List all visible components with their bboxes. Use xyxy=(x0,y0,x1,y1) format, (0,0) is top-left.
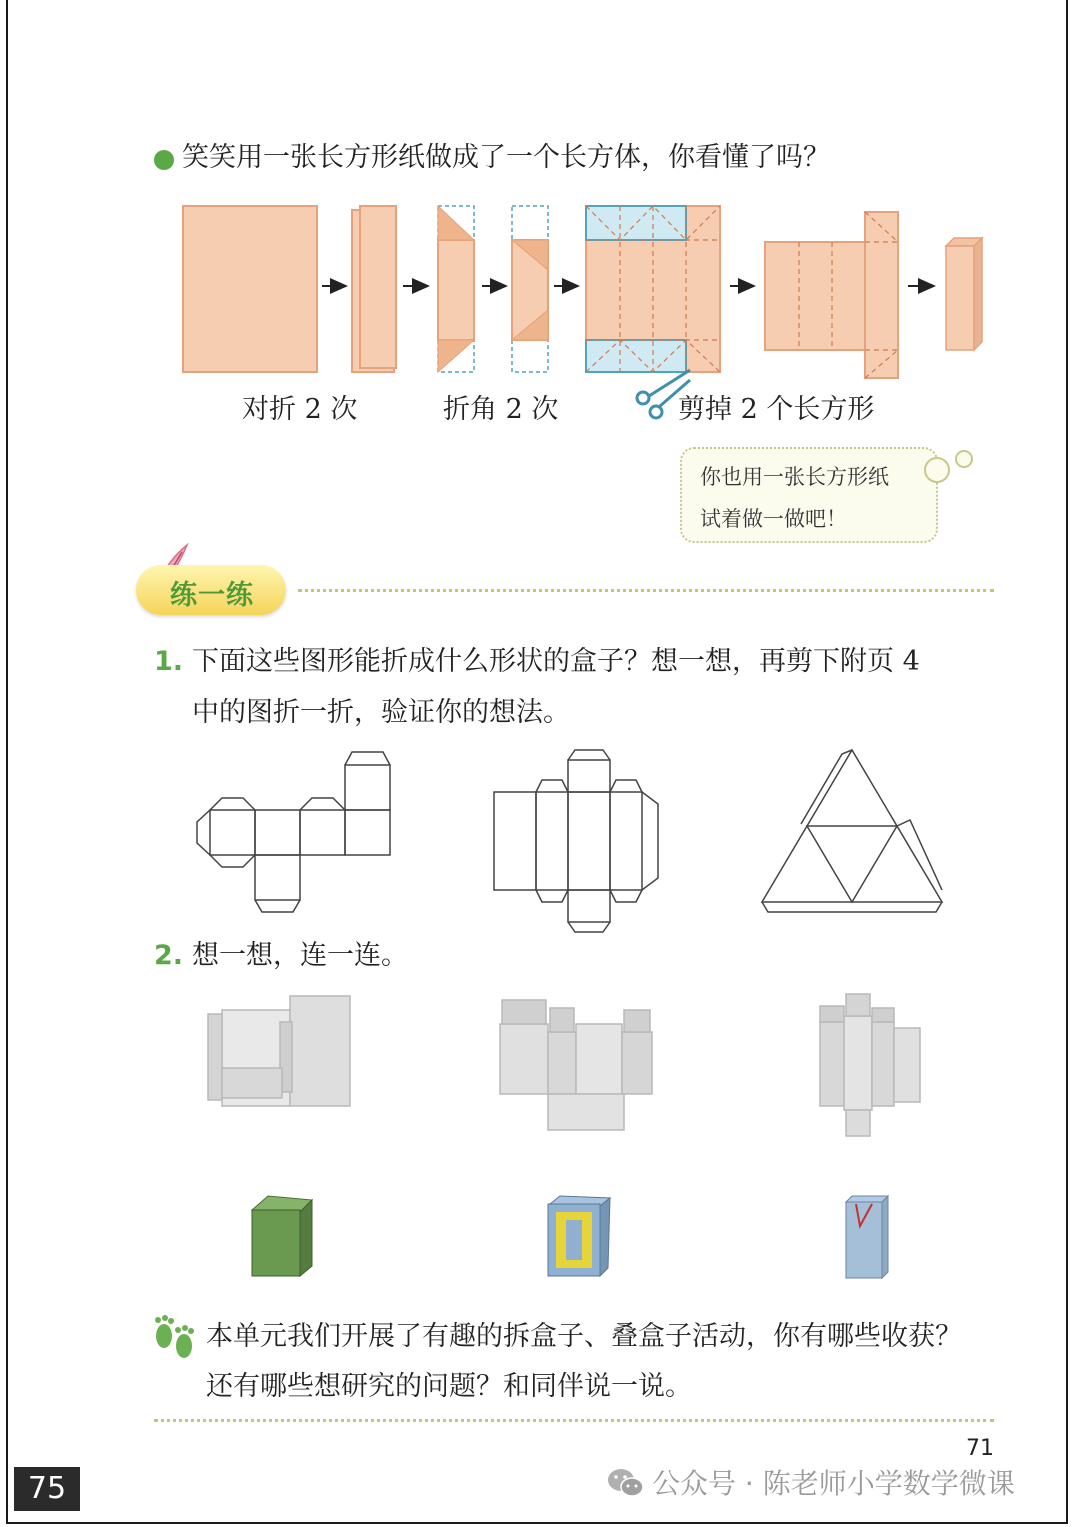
folding-diagram xyxy=(0,0,1080,400)
green-box xyxy=(252,1196,312,1276)
q2-closed-boxes xyxy=(0,1190,1080,1290)
q2-text: 想一想，连一连。 xyxy=(192,940,408,971)
sheet-full xyxy=(183,206,317,372)
bubble-line-2: 试着做一做吧！ xyxy=(700,507,847,531)
box-net xyxy=(765,242,865,350)
opened-box-2 xyxy=(500,1000,652,1130)
thought-bubble xyxy=(680,447,938,543)
practice-badge-label: 练一练 xyxy=(170,580,254,611)
reflection-divider xyxy=(154,1419,994,1422)
reflection-line-2: 还有哪些想研究的问题？和同伴说一说。 xyxy=(206,1371,692,1402)
cut-rect-bottom xyxy=(586,340,686,372)
q2-number: 2. xyxy=(154,940,184,971)
step-caption-2: 折角 2 次 xyxy=(443,394,559,425)
bubble-line-1: 你也用一张长方形纸 xyxy=(700,465,889,489)
net-tetrahedron xyxy=(762,750,942,912)
net-cube xyxy=(197,752,390,912)
q1-nets xyxy=(0,740,1080,940)
q2-opened-boxes xyxy=(0,988,1080,1158)
bubble-tail xyxy=(925,448,985,488)
q1-line-2: 中的图折一折，验证你的想法。 xyxy=(192,697,570,728)
step-caption-3: 剪掉 2 个长方形 xyxy=(678,394,875,425)
step-caption-1: 对折 2 次 xyxy=(242,394,358,425)
q1-line-1: 下面这些图形能折成什么形状的盒子？想一想，再剪下附页 4 xyxy=(192,646,920,677)
practice-badge xyxy=(136,565,286,615)
cut-rect-top xyxy=(586,206,686,240)
intro-text: 笑笑用一张长方形纸做成了一个长方体，你看懂了吗？ xyxy=(182,142,830,173)
q1-number: 1. xyxy=(154,646,184,677)
opened-box-1 xyxy=(208,996,350,1106)
practice-divider xyxy=(298,589,994,592)
book-page-number: 71 xyxy=(966,1436,994,1461)
cuboid-side xyxy=(974,238,982,350)
page-badge: 75 xyxy=(14,1467,80,1511)
cuboid-front xyxy=(946,246,974,350)
reflection-line-1: 本单元我们开展了有趣的拆盒子、叠盒子活动，你有哪些收获？ xyxy=(206,1321,962,1352)
blue-yellow-box xyxy=(548,1196,610,1276)
net-cuboid xyxy=(494,750,658,932)
blue-red-box xyxy=(846,1196,888,1278)
wechat-icon xyxy=(606,1466,646,1500)
opened-box-3 xyxy=(820,994,920,1136)
footprints-icon xyxy=(150,1312,200,1366)
watermark: 公众号 · 陈老师小学数学微课 xyxy=(652,1467,1015,1500)
sheet-folded xyxy=(360,206,396,368)
